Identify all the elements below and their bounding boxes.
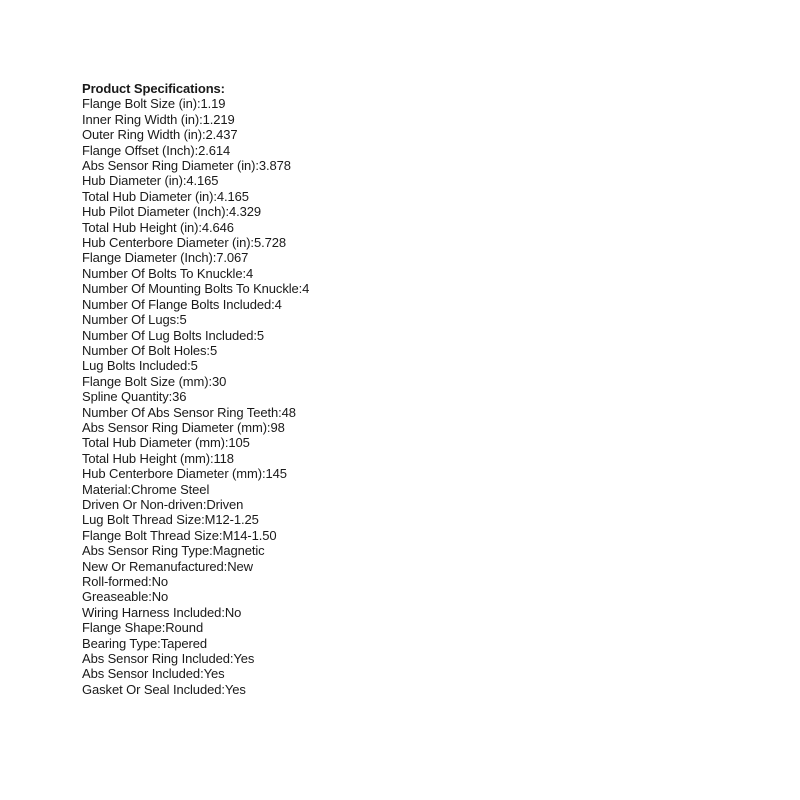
spec-sheet bbox=[82, 81, 722, 697]
spec-line: Flange Offset (Inch):2.614 bbox=[82, 142, 231, 158]
spec-title: Product Specifications: bbox=[82, 81, 225, 96]
spec-line: Number Of Bolts To Knuckle:4 bbox=[82, 265, 254, 281]
spec-line: Number Of Lug Bolts Included:5 bbox=[82, 327, 264, 343]
spec-line: Hub Diameter (in):4.165 bbox=[82, 173, 219, 189]
spec-line: Bearing Type:Tapered bbox=[82, 635, 207, 651]
spec-line: Lug Bolts Included:5 bbox=[82, 358, 198, 374]
spec-line: Outer Ring Width (in):2.437 bbox=[82, 127, 238, 143]
spec-line: Lug Bolt Thread Size:M12-1.25 bbox=[82, 512, 259, 528]
spec-line: Total Hub Height (mm):118 bbox=[82, 450, 234, 466]
spec-line: Total Hub Diameter (in):4.165 bbox=[82, 188, 249, 204]
spec-line: Hub Centerbore Diameter (mm):145 bbox=[82, 466, 287, 482]
spec-line: Hub Pilot Diameter (Inch):4.329 bbox=[82, 204, 261, 220]
spec-line: Total Hub Height (in):4.646 bbox=[82, 219, 234, 235]
spec-line: Number Of Abs Sensor Ring Teeth:48 bbox=[82, 404, 296, 420]
spec-line: Wiring Harness Included:No bbox=[82, 604, 242, 620]
spec-line: Flange Shape:Round bbox=[82, 620, 204, 636]
spec-list bbox=[82, 96, 722, 697]
spec-line: Abs Sensor Ring Diameter (in):3.878 bbox=[82, 158, 291, 174]
spec-line: Greaseable:No bbox=[82, 589, 169, 605]
spec-line: Abs Sensor Included:Yes bbox=[82, 666, 225, 682]
spec-line: Spline Quantity:36 bbox=[82, 389, 187, 405]
spec-line: Abs Sensor Ring Included:Yes bbox=[82, 651, 255, 667]
spec-line: Number Of Flange Bolts Included:4 bbox=[82, 296, 282, 312]
spec-line: Driven Or Non-driven:Driven bbox=[82, 496, 244, 512]
spec-line: Flange Bolt Size (in):1.19 bbox=[82, 96, 226, 112]
spec-line: Total Hub Diameter (mm):105 bbox=[82, 435, 250, 451]
spec-line: Inner Ring Width (in):1.219 bbox=[82, 111, 235, 127]
spec-line: Abs Sensor Ring Diameter (mm):98 bbox=[82, 419, 285, 435]
spec-line: Flange Bolt Thread Size:M14-1.50 bbox=[82, 527, 277, 543]
spec-line: Flange Diameter (Inch):7.067 bbox=[82, 250, 249, 266]
spec-line: Material:Chrome Steel bbox=[82, 481, 210, 497]
spec-line: Roll-formed:No bbox=[82, 574, 169, 589]
spec-line: Hub Centerbore Diameter (in):5.728 bbox=[82, 235, 286, 251]
spec-line: New Or Remanufactured:New bbox=[82, 558, 253, 574]
spec-line: Abs Sensor Ring Type:Magnetic bbox=[82, 543, 265, 559]
spec-line: Number Of Lugs:5 bbox=[82, 312, 187, 328]
spec-line: Flange Bolt Size (mm):30 bbox=[82, 373, 227, 389]
spec-line: Number Of Bolt Holes:5 bbox=[82, 342, 218, 358]
spec-line: Number Of Mounting Bolts To Knuckle:4 bbox=[82, 281, 310, 297]
spec-line: Gasket Or Seal Included:Yes bbox=[82, 681, 246, 697]
